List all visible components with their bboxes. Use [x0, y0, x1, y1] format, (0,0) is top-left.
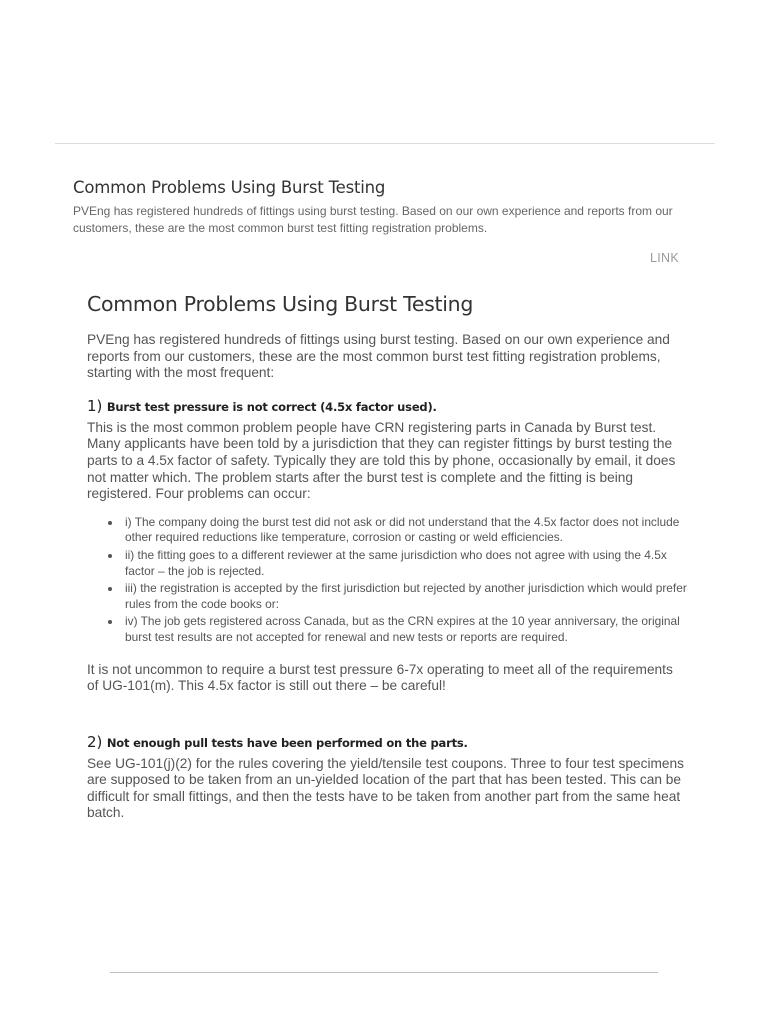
summary-text: PVEng has registered hundreds of fittings using burst testing. Based on our own experience and reports from our customers, these are the most common burst test fitting registration problems.	[73, 204, 673, 235]
section-1-closing: It is not uncommon to require a burst test pressure 6-7x operating to meet all of the requirements of UG-101(m). This 4.5x factor is still out there – be careful!	[87, 661, 673, 694]
link-button[interactable]: LINK	[650, 251, 679, 265]
section-2-body: See UG-101(j)(2) for the rules covering the yield/tensile test coupons. Three to four test specimens are supposed to be taken from an un-yielded location of the part that has been tested. This can be difficult for small fittings, and then the tests have to be taken from another part from the same heat batch.	[87, 755, 684, 821]
section-1-number: 1)	[87, 396, 103, 415]
list-item	[125, 515, 687, 546]
problem-list	[87, 515, 687, 646]
article	[87, 292, 687, 822]
list-item	[125, 548, 687, 579]
list-item-text: ii) the fitting goes to a different reviewer at the same jurisdiction who does not agree with using the 4.5x factor – the job is rejected.	[125, 547, 667, 578]
bullet-icon	[108, 521, 112, 525]
article-title: Common Problems Using Burst Testing	[87, 292, 474, 316]
section-1-label: Burst test pressure is not correct (4.5x factor used).	[106, 399, 437, 414]
list-item	[125, 581, 687, 612]
bullet-icon	[108, 620, 112, 624]
top-divider	[55, 143, 715, 144]
article-intro: PVEng has registered hundreds of fittings using burst testing. Based on our own experience and reports from our customers, these are the most common burst test fitting registration problems, starting with the most frequent:	[87, 332, 670, 381]
list-item	[125, 614, 687, 645]
bullet-icon	[108, 587, 112, 591]
summary-card	[73, 178, 683, 237]
list-item-text: iii) the registration is accepted by the first jurisdiction but rejected by another jurisdiction which would prefer rules from the code books or:	[125, 581, 687, 611]
bullet-icon	[108, 554, 112, 558]
section-2-number: 2)	[87, 732, 103, 751]
summary-title: Common Problems Using Burst Testing	[73, 178, 386, 197]
section-1-heading	[87, 397, 687, 416]
bottom-divider	[110, 972, 658, 973]
section-2-heading	[87, 733, 687, 752]
section-1-body: This is the most common problem people have CRN registering parts in Canada by Burst test. Many applicants have been told by a jurisdiction that they can register fittings by burst testing the parts to a 4.5x factor of safety. Typically they are told this by phone, occasionally by email, it does not matter which. The problem starts after the burst test is complete and the fitting is being registered. Four problems can occur:	[87, 419, 676, 502]
list-item-text: iv) The job gets registered across Canada, but as the CRN expires at the 10 year anniversary, the original burst test results are not accepted for renewal and new tests or reports are required.	[125, 614, 680, 644]
list-item-text: i) The company doing the burst test did not ask or did not understand that the 4.5x factor does not include other required reductions like temperature, corrosion or casting or weld efficiencies.	[125, 514, 680, 545]
section-2-label: Not enough pull tests have been performed on the parts.	[106, 735, 468, 750]
